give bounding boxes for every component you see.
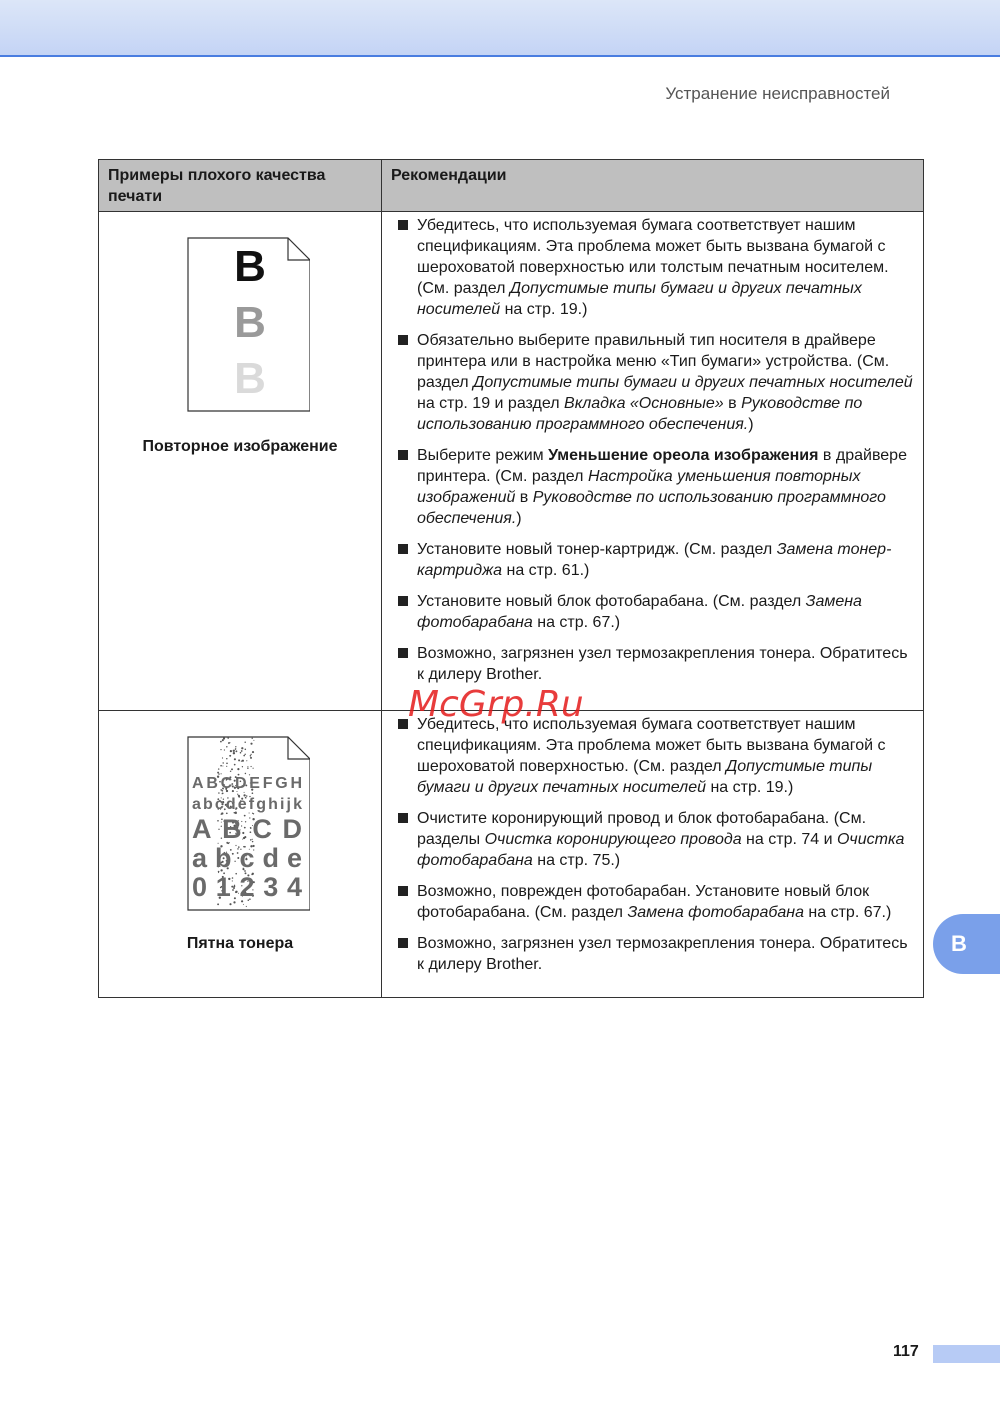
toner-speck — [240, 752, 242, 754]
toner-speck — [222, 792, 224, 794]
toner-speck — [222, 757, 223, 758]
toner-speck — [231, 768, 233, 770]
toner-specks-illustration — [170, 732, 310, 912]
list-item: Установите новый блок фотобарабана. (См. раздел Замена фотобарабана на стр. 67.) — [396, 591, 915, 633]
toner-speck — [251, 738, 252, 739]
toner-speck — [241, 747, 243, 749]
toner-speck — [243, 904, 244, 905]
toner-speck — [226, 746, 228, 748]
list-item: Установите новый тонер-картридж. (См. раздел Замена тонер-картриджа на стр. 61.) — [396, 539, 915, 581]
toner-speck — [233, 901, 235, 903]
sample-line-5: 01234 — [192, 872, 302, 902]
recommendations-ghost — [382, 212, 924, 711]
toner-speck — [218, 768, 219, 769]
toner-speck — [243, 755, 245, 757]
toner-speck — [249, 817, 250, 818]
toner-speck — [232, 880, 233, 881]
toner-speck — [235, 749, 236, 750]
list-item: Очистите коронирующий провод и блок фотобарабана. (См. разделы Очистка коронирующего провода на стр. 74 и Очистка фотобарабана на стр. 75.) — [396, 808, 915, 871]
ghost-letter-light: B — [234, 354, 266, 403]
bullet-icon — [398, 813, 408, 823]
sample-label-ghost: Повторное изображение — [142, 438, 338, 455]
page-number-bar — [933, 1345, 1000, 1363]
toner-speck — [220, 741, 222, 743]
sample-cell-ghost — [99, 212, 382, 711]
sample-line-2: abcdefghijk — [192, 796, 302, 813]
bullet-icon — [398, 719, 408, 729]
toner-speck — [245, 749, 247, 751]
toner-speck — [230, 771, 231, 772]
toner-speck — [230, 750, 232, 752]
list-item: Выберите режим Уменьшение ореола изображения в драйвере принтера. (См. раздел Настройка уменьшения повторных изображений в Руководстве по использованию программного обеспечения.) — [396, 445, 915, 529]
toner-speck — [242, 766, 243, 767]
sample-cell-toner-specks — [99, 711, 382, 998]
bullet-icon — [398, 886, 408, 896]
section-title: Устранение неисправностей — [665, 84, 890, 103]
bullet-icon — [398, 544, 408, 554]
toner-speck — [232, 889, 234, 891]
toner-speck — [232, 877, 234, 879]
toner-speck — [250, 754, 251, 755]
ghost-image-illustration — [170, 233, 310, 413]
toner-speck — [233, 750, 235, 752]
column-header-recommendations: Рекомендации — [382, 160, 924, 212]
toner-speck — [244, 815, 246, 817]
list-item: Возможно, поврежден фотобарабан. Установите новый блок фотобарабана. (См. раздел Замена фотобарабана на стр. 67.) — [396, 881, 915, 923]
toner-speck — [234, 861, 235, 862]
ghost-letter-mid: B — [234, 298, 266, 347]
toner-speck — [224, 749, 225, 750]
list-item: Убедитесь, что используемая бумага соответствует нашим спецификациям. Эта проблема может быть вызвана бумагой с шероховатой поверхностью или толстым печатным носителем. (См. раздел Допустимые типы бумаги и других печатных носителей на стр. 19.) — [396, 215, 915, 320]
toner-speck — [231, 886, 233, 888]
toner-speck — [238, 759, 240, 761]
toner-speck — [232, 853, 234, 855]
toner-speck — [227, 737, 229, 739]
bullet-icon — [398, 596, 408, 606]
toner-speck — [244, 754, 245, 755]
toner-speck — [253, 740, 254, 741]
sample-line-1: ABCDEFGH — [192, 775, 302, 792]
toner-speck — [242, 760, 244, 762]
toner-speck — [229, 755, 231, 757]
toner-speck — [242, 839, 243, 840]
toner-speck — [226, 762, 228, 764]
toner-speck — [253, 768, 254, 769]
toner-speck — [218, 792, 220, 794]
toner-speck — [237, 768, 239, 770]
top-header-band — [0, 0, 1000, 57]
toner-speck — [250, 766, 251, 767]
column-header-examples: Примеры плохого качества печати — [99, 160, 382, 212]
toner-speck — [241, 750, 243, 752]
toner-speck — [217, 820, 219, 822]
toner-speck — [250, 755, 252, 757]
bullet-icon — [398, 938, 408, 948]
table-row — [99, 212, 924, 711]
list-item: Убедитесь, что используемая бумага соответствует нашим спецификациям. Эта проблема может быть вызвана бумагой с шероховатой поверхностью. (См. раздел Допустимые типы бумаги и других печатных носителей на стр. 19.) — [396, 714, 915, 798]
toner-speck — [217, 772, 219, 774]
toner-speck — [234, 885, 235, 886]
toner-speck — [222, 762, 223, 763]
toner-speck — [252, 792, 254, 794]
list-item: Возможно, загрязнен узел термозакрепления тонера. Обратитесь к дилеру Brother. — [396, 643, 915, 685]
bullet-icon — [398, 648, 408, 658]
toner-speck — [235, 873, 237, 875]
toner-speck — [237, 852, 239, 854]
toner-speck — [250, 828, 251, 829]
toner-speck — [244, 836, 246, 838]
toner-speck — [235, 750, 237, 752]
table-row — [99, 711, 924, 998]
page-number: 117 — [893, 1343, 919, 1360]
ghost-letter-dark: B — [234, 242, 266, 291]
sample-label-toner-specks: Пятна тонера — [186, 935, 294, 952]
toner-speck — [246, 760, 247, 761]
toner-speck — [233, 887, 235, 889]
toner-speck — [242, 832, 244, 834]
toner-speck — [247, 768, 248, 769]
toner-speck — [229, 742, 230, 743]
toner-speck — [229, 903, 231, 905]
sample-line-3: ABCD — [192, 814, 302, 844]
toner-speck — [237, 794, 238, 795]
recommendations-toner-specks — [382, 711, 924, 998]
toner-speck — [234, 764, 236, 766]
list-item: Обязательно выберите правильный тип носителя в драйвере принтера или в настройка меню «Тип бумаги» устройства. (См. раздел Допустимые типы бумаги и других печатных носителей на стр. 19 и раздел Вкладка «Основные» в Руководстве по использованию программного обеспечения.) — [396, 330, 915, 435]
toner-speck — [223, 737, 225, 739]
toner-speck — [220, 765, 222, 767]
sample-line-4: abcde — [192, 843, 302, 873]
watermark: McGrp.Ru — [408, 684, 584, 725]
toner-speck — [235, 746, 236, 747]
toner-speck — [234, 758, 236, 760]
toner-speck — [252, 751, 254, 753]
bullet-icon — [398, 220, 408, 230]
toner-speck — [244, 792, 245, 793]
toner-speck — [244, 741, 245, 742]
toner-speck — [220, 749, 221, 750]
appendix-tab: B — [933, 914, 1000, 974]
toner-speck — [235, 891, 237, 893]
toner-speck — [217, 903, 219, 905]
toner-speck — [218, 773, 219, 774]
bullet-icon — [398, 450, 408, 460]
toner-speck — [233, 752, 235, 754]
toner-speck — [226, 766, 227, 767]
toner-speck — [222, 766, 223, 767]
toner-speck — [247, 766, 248, 767]
toner-speck — [234, 897, 236, 899]
print-quality-table — [98, 159, 924, 998]
list-item: Возможно, загрязнен узел термозакрепления тонера. Обратитесь к дилеру Brother. — [396, 933, 915, 975]
toner-speck — [244, 827, 246, 829]
toner-speck — [250, 839, 252, 841]
bullet-icon — [398, 335, 408, 345]
toner-speck — [226, 758, 227, 759]
toner-speck — [222, 739, 224, 741]
toner-speck — [250, 743, 252, 745]
toner-speck — [246, 906, 247, 907]
toner-speck — [235, 845, 236, 846]
toner-speck — [218, 829, 219, 830]
toner-speck — [245, 821, 246, 822]
toner-speck — [250, 831, 252, 833]
toner-speck — [250, 757, 252, 759]
